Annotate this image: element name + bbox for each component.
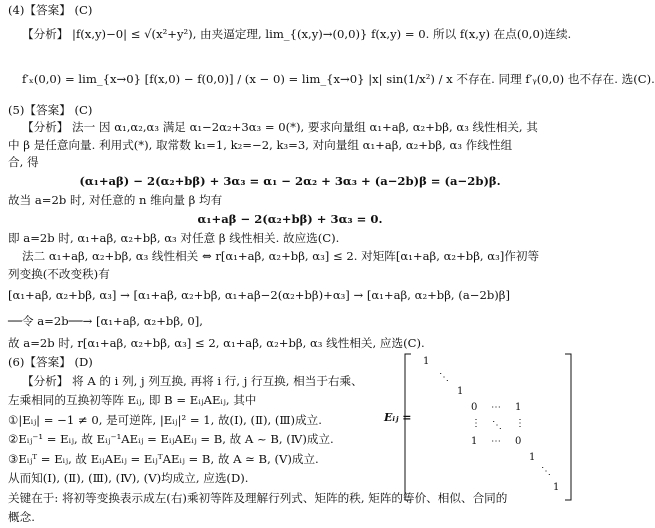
analysis-6-line-3: ①|Eᵢⱼ| = −1 ≠ 0, 是可逆阵, |Eᵢⱼ|² = 1, 故(Ⅰ), (Ⅱ), (Ⅲ)成立.	[8, 413, 322, 427]
analysis-5-line-3: 合, 得	[8, 155, 39, 169]
analysis-4-line-2: f′ₓ(0,0) = lim_{x→0} [f(x,0) − f(0,0)] / (x − 0) = lim_{x→0} |x| sin(1/x²) / x 不存在. 同理 f′ᵧ(0,0) 也不存在. 选(C).	[22, 72, 655, 86]
answer-4-heading: (4)【答案】 (C)	[8, 3, 93, 17]
matrix-entry: 1	[457, 386, 464, 397]
matrix-entry: 1	[529, 452, 536, 463]
matrix-entry: 0	[515, 436, 522, 447]
matrix-entry: 1	[515, 402, 522, 413]
matrix-entry: ⋱	[492, 420, 502, 431]
matrix-entry: ⋱	[439, 372, 449, 383]
method-2-line-5: 故 a=2b 时, r[α₁+aβ, α₂+bβ, α₃] ≤ 2, α₁+aβ, α₂+bβ, α₃ 线性相关, 应选(C).	[8, 336, 425, 350]
answer-6-heading: (6)【答案】 (D)	[8, 355, 93, 369]
analysis-5-line-2: 中 β 是任意向量. 利用式(*), 取常数 k₁=1, k₂=−2, k₃=3, 对向量组 α₁+aβ, α₂+bβ, α₃ 作线性组	[8, 138, 513, 152]
method-2-line-2: 列变换(不改变秩)有	[8, 267, 110, 281]
matrix-entry: ⋮	[515, 418, 525, 429]
analysis-6-line-7: 关键在于: 将初等变换表示成左(右)乘初等阵及理解行列式、矩阵的秩, 矩阵的等价、相似、合同的	[8, 491, 508, 505]
matrix-brackets	[403, 352, 573, 502]
matrix-entry: 1	[423, 356, 430, 367]
matrix-entry: ⋯	[491, 436, 501, 447]
analysis-5-line-5: 即 a=2b 时, α₁+aβ, α₂+bβ, α₃ 对任意 β 线性相关. 故应选(C).	[8, 231, 340, 245]
analysis-6-line-6: 从而知(Ⅰ), (Ⅱ), (Ⅲ), (Ⅳ), (Ⅴ)均成立, 应选(D).	[8, 471, 249, 485]
method-2-line-4: ──令 a=2b──→ [α₁+aβ, α₂+bβ, 0],	[8, 314, 203, 328]
analysis-6-line-4: ②Eᵢⱼ⁻¹ = Eᵢⱼ, 故 Eᵢⱼ⁻¹AEᵢⱼ = EᵢⱼAEᵢⱼ = B, 故 A ~ B, (Ⅳ)成立.	[8, 432, 334, 446]
analysis-5-line-1: 【分析】 法一 因 α₁,α₂,α₃ 满足 α₁−2α₂+3α₃ = 0(*), 要求向量组 α₁+aβ, α₂+bβ, α₃ 线性相关, 其	[22, 120, 538, 134]
analysis-6-line-2: 左乘相同的互换初等阵 Eᵢⱼ, 即 B = EᵢⱼAEᵢⱼ, 其中	[8, 393, 257, 407]
analysis-5-line-4: 故当 a=2b 时, 对任意的 n 维向量 β 均有	[8, 193, 223, 207]
method-2-line-3: [α₁+aβ, α₂+bβ, α₃] → [α₁+aβ, α₂+bβ, α₁+aβ−2(α₂+bβ)+α₃] → [α₁+aβ, α₂+bβ, (a−2b)β]	[8, 288, 510, 302]
equation-5b: α₁+aβ − 2(α₂+bβ) + 3α₃ = 0.	[197, 212, 383, 226]
matrix-entry: 1	[553, 482, 560, 493]
elementary-matrix	[403, 352, 573, 502]
analysis-6-line-5: ③Eᵢⱼᵀ = Eᵢⱼ, 故 EᵢⱼAEᵢⱼ = EᵢⱼᵀAEᵢⱼ = B, 故 A ≃ B, (Ⅴ)成立.	[8, 452, 319, 466]
answer-5-heading: (5)【答案】 (C)	[8, 103, 93, 117]
analysis-6-line-8: 概念.	[8, 510, 35, 524]
matrix-entry: ⋱	[541, 466, 551, 477]
matrix-entry: ⋯	[491, 402, 501, 413]
analysis-4-line-1: 【分析】 |f(x,y)−0| ≤ √(x²+y²), 由夹逼定理, lim_{(x,y)→(0,0)} f(x,y) = 0. 所以 f(x,y) 在点(0,0)连续.	[22, 27, 572, 41]
matrix-entry: ⋮	[471, 418, 481, 429]
analysis-6-line-1: 【分析】 将 A 的 i 列, j 列互换, 再将 i 行, j 行互换, 相当于右乘、	[22, 374, 363, 388]
matrix-label: Eᵢⱼ =	[384, 411, 412, 424]
method-2-line-1: 法二 α₁+aβ, α₂+bβ, α₃ 线性相关 ⇔ r[α₁+aβ, α₂+bβ, α₃] ≤ 2. 对矩阵[α₁+aβ, α₂+bβ, α₃]作初等	[22, 249, 540, 263]
equation-5a: (α₁+aβ) − 2(α₂+bβ) + 3α₃ = α₁ − 2α₂ + 3α₃ + (a−2b)β = (a−2b)β.	[79, 174, 501, 188]
matrix-entry: 0	[471, 402, 478, 413]
matrix-entry: 1	[471, 436, 478, 447]
